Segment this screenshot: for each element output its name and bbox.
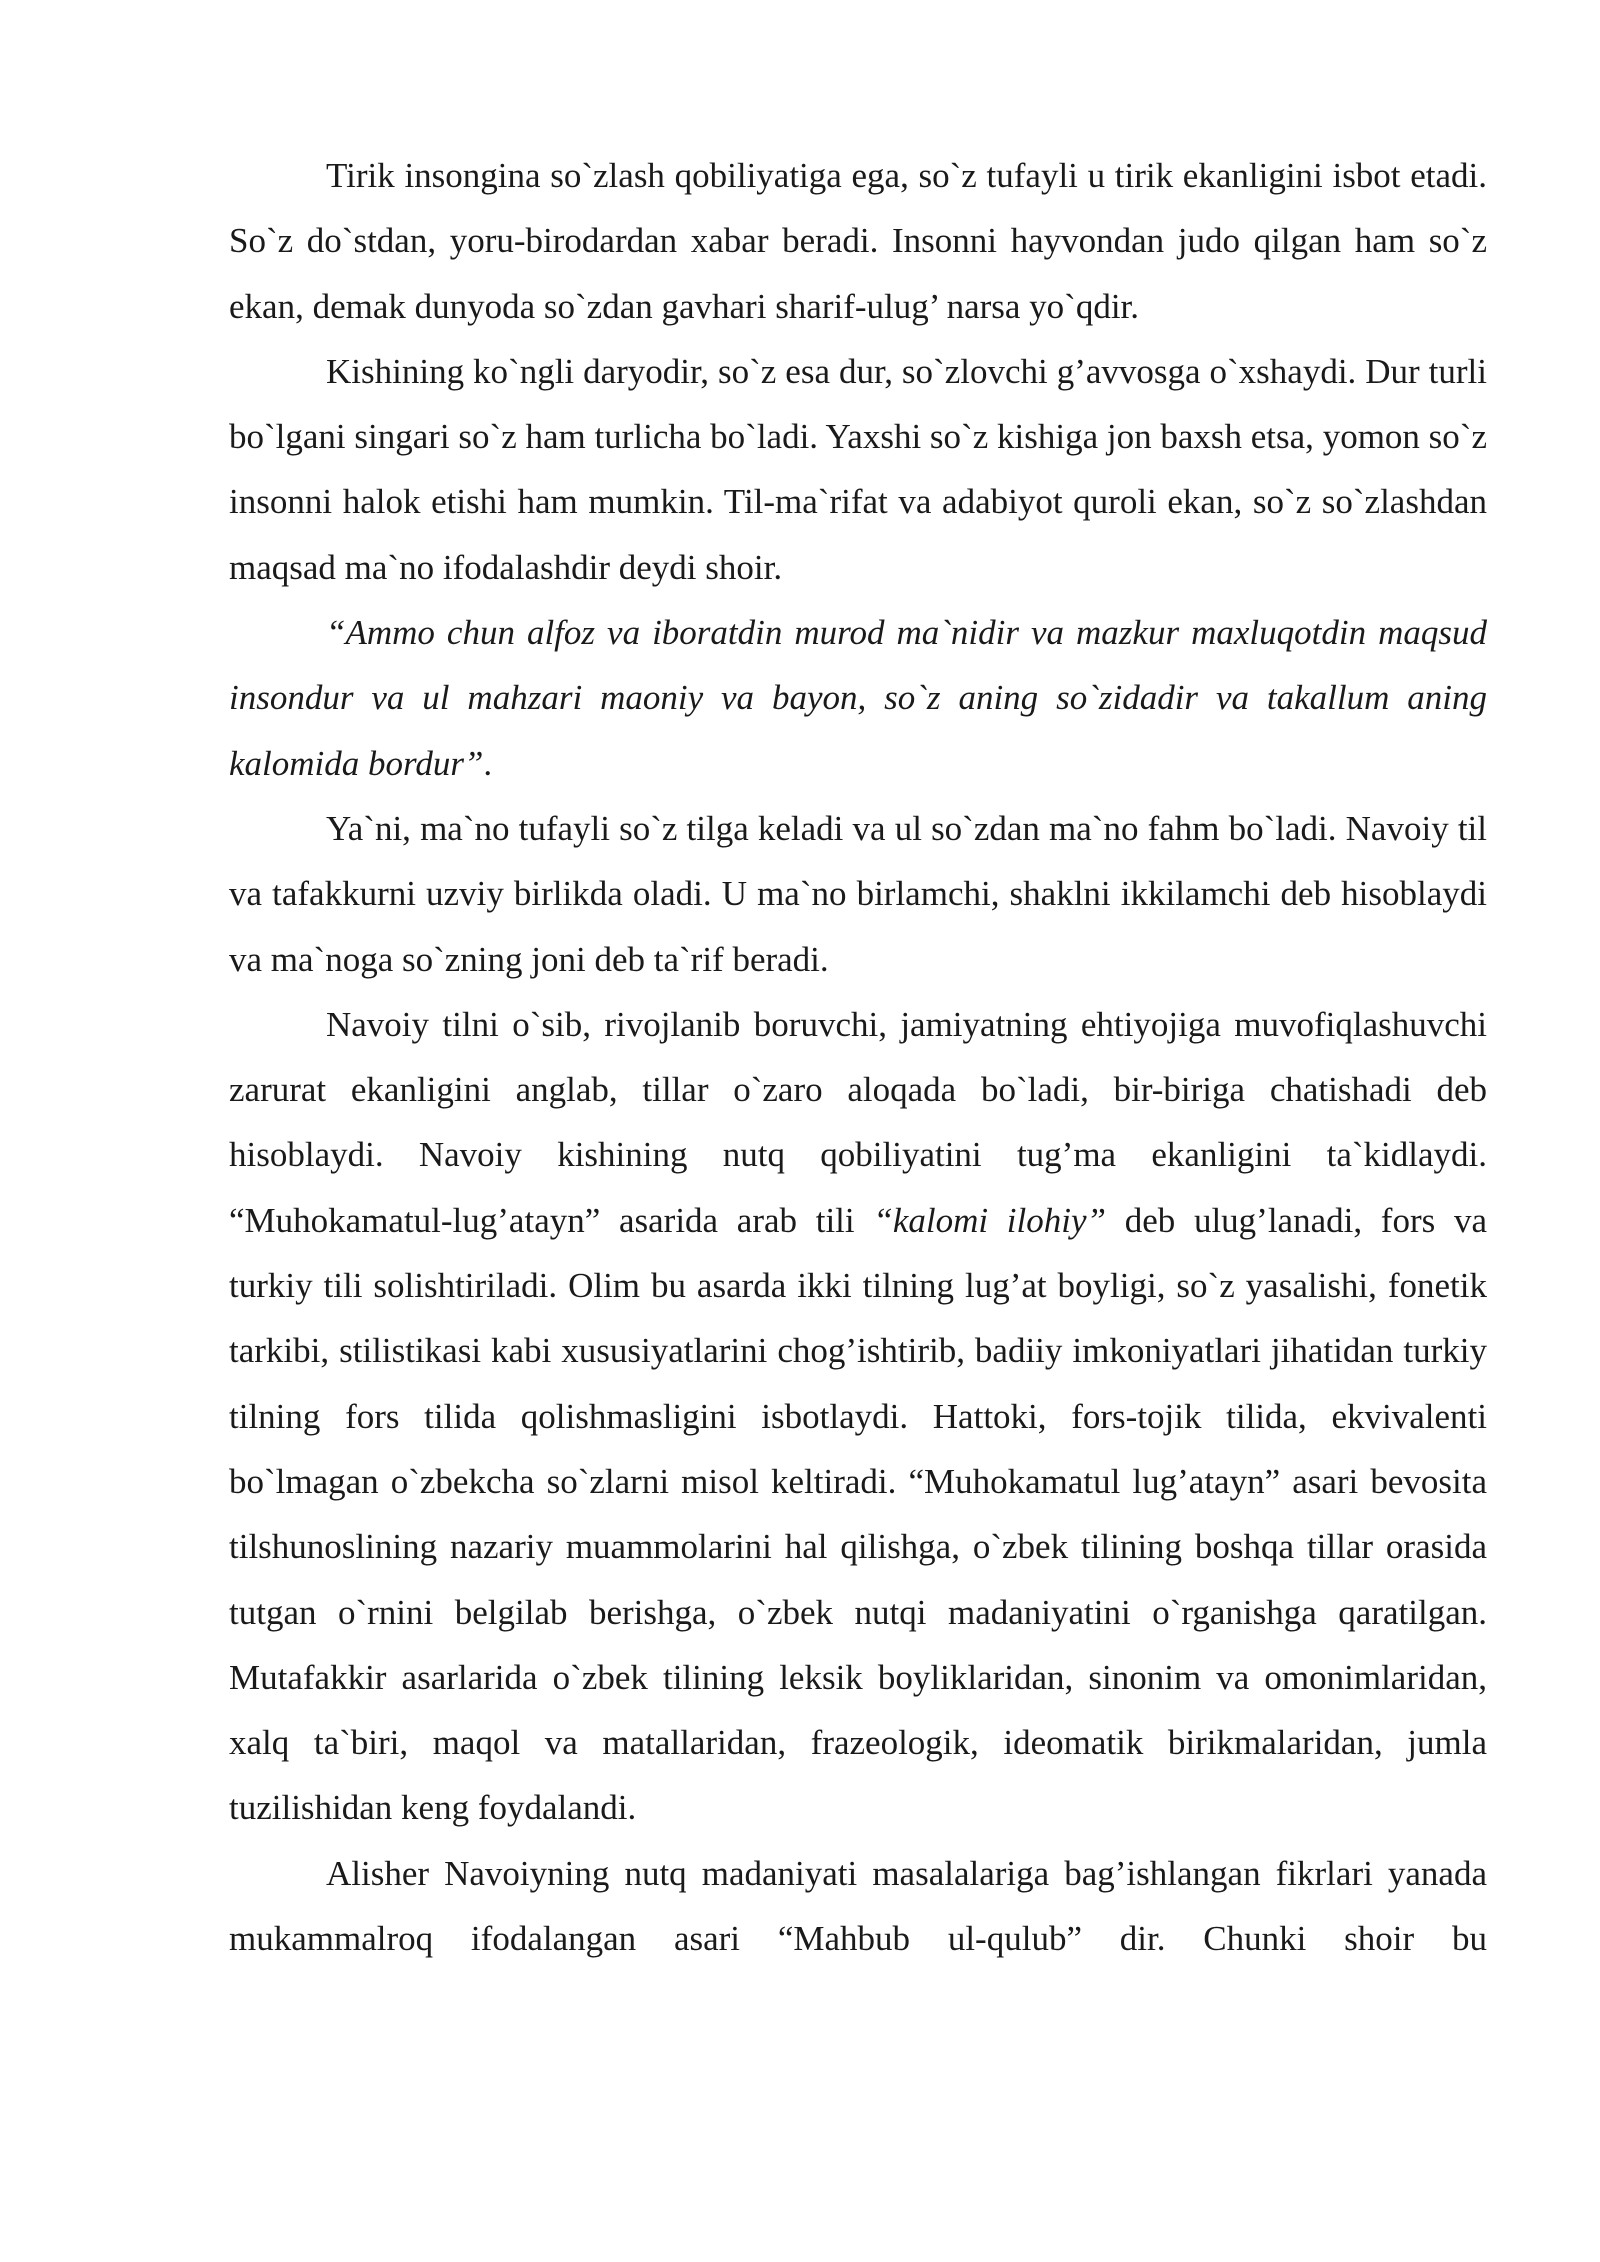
paragraph	[229, 143, 1487, 339]
paragraph-text: Alisher Navoiyning nutq madaniyati masalalariga bag’ishlangan fikrlari yanada mukammalroq ifodalangan asari “Mahbub ul-qulub” dir. Chunki shoir bu	[229, 1853, 1487, 1959]
paragraph-text-continued: deb ulug’lanadi, fors va turkiy tili solishtiriladi. Olim bu asarda ikki tilning lug’at boyligi, so`z yasalishi, fonetik tarkibi, stilistikasi kabi xususiyatlarini chog’ishtirib, badiiy imkoniyatlari jihatidan turkiy tilning fors tilida qolishmasligini isbotlaydi. Hattoki, fors-tojik tilida, ekvivalenti bo`lmagan o`zbekcha so`zlarni misol keltiradi. “Muhokamatul lug’atayn” asari bevosita tilshunoslining nazariy muammolarini hal qilishga, o`zbek tilining boshqa tillar orasida tutgan o`rnini belgilab berishga, o`zbek nutqi madaniyatini o`rganishga qaratilgan. Mutafakkir asarlarida o`zbek tilining leksik boyliklaridan, sinonim va omonimlaridan, xalq ta`biri, maqol va matallaridan, frazeologik, ideomatik birikmalaridan, jumla tuzilishidan keng foydalandi.	[229, 1200, 1487, 1828]
paragraph	[229, 339, 1487, 600]
paragraph	[229, 796, 1487, 992]
paragraph	[229, 1841, 1487, 1972]
paragraph-text: Navoiy tilni o`sib, rivojlanib boruvchi, jamiyatning ehtiyojiga muvofiqlashuvchi zarurat ekanligini anglab, tillar o`zaro aloqada bo`ladi, bir-biriga chatishadi deb hisoblaydi. Navoiy kishining nutq qobiliyatini tug’ma ekanligini ta`kidlaydi. “Muhokamatul-lug’atayn” asarida arab tili	[229, 1004, 1487, 1240]
paragraph-text: Tirik insongina so`zlash qobiliyatiga ega, so`z tufayli u tirik ekanligini isbot etadi. So`z do`stdan, yoru-birodardan xabar beradi. Insonni hayvondan judo qilgan ham so`z ekan, demak dunyoda so`zdan gavhari sharif-ulug’ narsa yo`qdir.	[229, 156, 1487, 326]
paragraph	[229, 992, 1487, 1841]
quote-period: .	[483, 743, 493, 783]
document-body	[229, 143, 1487, 1971]
paragraph-text: Ya`ni, ma`no tufayli so`z tilga keladi va ul so`zdan ma`no fahm bo`ladi. Navoiy til va tafakkurni uzviy birlikda oladi. U ma`no birlamchi, shaklni ikkilamchi deb hisoblaydi va ma`noga so`zning joni deb ta`rif beradi.	[229, 808, 1487, 979]
paragraph-text: Kishining ko`ngli daryodir, so`z esa dur, so`zlovchi g’avvosga o`xshaydi. Dur turli bo`lgani singari so`z ham turlicha bo`ladi. Yaxshi so`z kishiga jon baxsh etsa, yomon so`z insonni halok etishi ham mumkin. Til-ma`rifat va adabiyot quroli ekan, so`z so`zlashdan maqsad ma`no ifodalashdir deydi shoir.	[229, 351, 1487, 587]
quote-paragraph	[229, 600, 1487, 796]
quote-text: “Ammo chun alfoz va iboratdin murod ma`nidir va mazkur maxluqotdin maqsud insondur va ul mahzari maoniy va bayon, so`z aning so`zidadir va takallum aning kalomida bordur”	[229, 613, 1487, 783]
italic-phrase: “kalomi ilohiy”	[873, 1200, 1106, 1240]
